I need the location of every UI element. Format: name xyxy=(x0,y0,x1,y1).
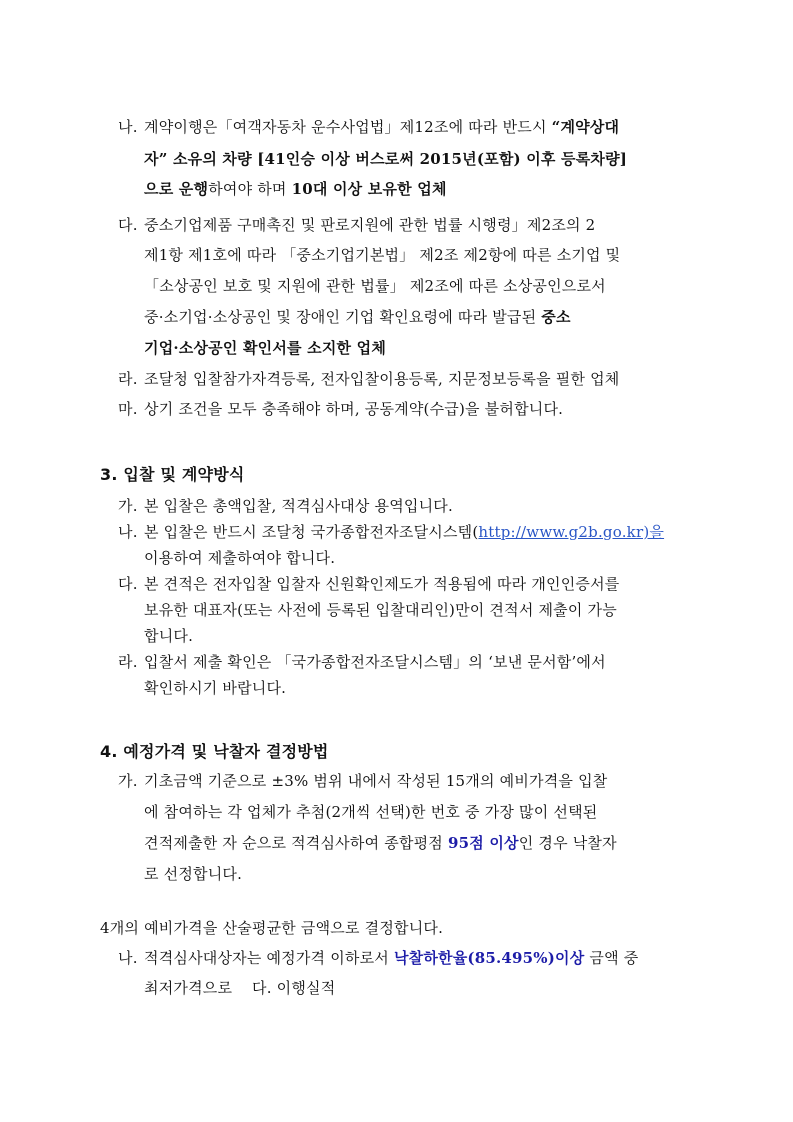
item-ma xyxy=(118,398,563,419)
section-4-heading: 4. 예정가격 및 낙찰자 결정방법 xyxy=(100,742,329,761)
text-run: 적격심사대상자는 예정가격 이하로서 xyxy=(144,949,394,967)
item-marker: 가. xyxy=(118,772,138,790)
item-marker: 가. xyxy=(118,497,138,515)
item-na-line-1 xyxy=(118,116,664,137)
text-run: 본 견적은 전자입찰 입찰자 신원확인제도가 적용됨에 따라 개인인증서를 xyxy=(144,575,620,593)
text-run: 조달청 입찰참가자격등록, 전자입찰이용등록, 지문정보등록을 필한 업체 xyxy=(144,370,620,388)
sec4-item-ga-line-2: 에 참여하는 각 업체가 추첨(2개씩 선택)한 번호 중 가장 많이 선택된 xyxy=(144,803,598,821)
bold-text-run: 중소 xyxy=(541,308,571,326)
item-marker: 다. xyxy=(118,216,138,234)
item-da-line-2: 제1항 제1호에 따라 「중소기업기본법」 제2조 제2항에 따른 소기업 및 xyxy=(144,246,621,264)
text-run: 하여야 하며 xyxy=(208,180,292,198)
sec3-item-da-line-3: 합니다. xyxy=(144,627,194,645)
text-run: 금액 중 xyxy=(584,949,639,967)
text-run: 인 경우 낙찰자 xyxy=(518,834,617,852)
sec4-item-ga-line-3 xyxy=(144,832,617,853)
text-run: 본 입찰은 총액입찰, 적격심사대상 용역입니다. xyxy=(144,497,453,515)
text-run: 본 입찰은 반드시 조달청 국가종합전자조달시스템( xyxy=(144,523,479,541)
item-da-line-3: 「소상공인 보호 및 지원에 관한 법률」 제2조에 따른 소상공인으로서 xyxy=(144,277,606,295)
sec4-item-ga-line-1 xyxy=(118,770,607,791)
sec3-item-na-line-2: 이용하여 제출하여야 합니다. xyxy=(144,549,336,567)
text-run: 입찰서 제출 확인은 「국가종합전자조달시스템」의 ‘보낸 문서함’에서 xyxy=(144,653,606,671)
item-marker: 라. xyxy=(118,370,138,388)
text-run: 중소기업제품 구매촉진 및 판로지원에 관한 법률 시행령」제2조의 2 xyxy=(144,216,596,234)
sec3-item-na-line-1 xyxy=(118,521,664,542)
item-marker: 나. xyxy=(118,949,138,967)
bold-text-run: 으로 운행 xyxy=(144,180,209,198)
item-na-line-3 xyxy=(144,178,447,199)
text-run: 기초금액 기준으로 ±3% 범위 내에서 작성된 15개의 예비가격을 입찰 xyxy=(144,772,608,790)
sec3-item-ga xyxy=(118,495,453,516)
bold-text-run: “계약상대 xyxy=(551,118,620,136)
orphan-paragraph: 4개의 예비가격을 산술평균한 금액으로 결정합니다. xyxy=(100,919,444,937)
sec3-item-ra-line-2: 확인하시기 바랍니다. xyxy=(144,679,287,697)
item-marker: 나. xyxy=(118,118,138,136)
item-marker: 마. xyxy=(118,400,138,418)
item-da-line-5: 기업·소상공인 확인서를 소지한 업체 xyxy=(144,339,387,357)
item-da-line-4 xyxy=(144,306,571,327)
highlight-rate: 낙찰하한율(85.495%)이상 xyxy=(393,949,585,967)
g2b-link[interactable]: http://www.g2b.go.kr)을 xyxy=(478,523,665,541)
highlight-score: 95점 이상 xyxy=(447,834,519,852)
item-marker: 다. xyxy=(118,575,138,593)
text-run: 견적제출한 자 순으로 적격심사하여 종합평점 xyxy=(144,834,448,852)
section-3-heading: 3. 입찰 및 계약방식 xyxy=(100,465,245,484)
item-da-line-1 xyxy=(118,214,595,235)
sec4-item-na-line-1 xyxy=(118,947,638,968)
text-run: 상기 조건을 모두 충족해야 하며, 공동계약(수급)을 불허합니다. xyxy=(144,400,564,418)
item-na-line-2: 자” 소유의 차량 [41인승 이상 버스로써 2015년(포함) 이후 등록차량] xyxy=(144,150,628,168)
text-run: 중·소기업·소상공인 및 장애인 기업 확인요령에 따라 발급된 xyxy=(144,308,542,326)
item-marker: 나. xyxy=(118,523,138,541)
sec3-item-ra-line-1 xyxy=(118,651,606,672)
sec4-item-na-line-2: 최저가격으로 다. 이행실적 xyxy=(144,979,336,997)
sec3-item-da-line-2: 보유한 대표자(또는 사전에 등록된 입찰대리인)만이 견적서 제출이 가능 xyxy=(144,601,617,619)
text-run: 계약이행은「여객자동차 운수사업법」제12조에 따라 반드시 xyxy=(144,118,552,136)
item-ra xyxy=(118,368,619,389)
item-marker: 라. xyxy=(118,653,138,671)
bold-text-run: 10대 이상 보유한 업체 xyxy=(291,180,447,198)
sec4-item-ga-line-4: 로 선정합니다. xyxy=(144,865,243,883)
sec3-item-da-line-1 xyxy=(118,573,619,594)
